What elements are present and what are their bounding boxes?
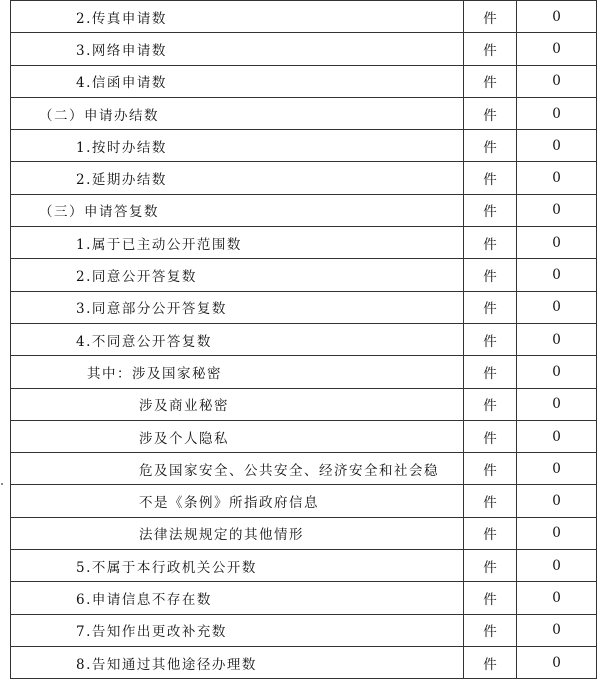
row-unit: 件 <box>464 291 517 323</box>
row-value: 0 <box>517 65 597 97</box>
row-unit: 件 <box>464 259 517 291</box>
table-row <box>11 65 597 97</box>
row-unit: 件 <box>464 517 517 549</box>
row-label: 5.不属于本行政机关公开数 <box>11 550 464 582</box>
row-value: 0 <box>517 97 597 129</box>
row-value: 0 <box>517 323 597 355</box>
table-row <box>11 130 597 162</box>
row-value: 0 <box>517 291 597 323</box>
row-unit: 件 <box>464 356 517 388</box>
row-unit: 件 <box>464 323 517 355</box>
row-label: 2.同意公开答复数 <box>11 259 464 291</box>
row-unit: 件 <box>464 33 517 65</box>
row-unit: 件 <box>464 614 517 646</box>
scan-speck <box>1 483 3 485</box>
row-value: 0 <box>517 614 597 646</box>
row-value: 0 <box>517 130 597 162</box>
row-label: 8.告知通过其他途径办理数 <box>11 646 464 678</box>
row-value: 0 <box>517 33 597 65</box>
row-label: 6.申请信息不存在数 <box>11 582 464 614</box>
table-row <box>11 162 597 194</box>
row-unit: 件 <box>464 550 517 582</box>
row-unit: 件 <box>464 162 517 194</box>
table-row <box>11 97 597 129</box>
row-label: 法律法规规定的其他情形 <box>11 517 464 549</box>
row-label: 7.告知作出更改补充数 <box>11 614 464 646</box>
table-row <box>11 227 597 259</box>
table-row <box>11 582 597 614</box>
table-row <box>11 453 597 485</box>
row-label: 4.不同意公开答复数 <box>11 323 464 355</box>
row-unit: 件 <box>464 65 517 97</box>
row-value: 0 <box>517 259 597 291</box>
row-value: 0 <box>517 517 597 549</box>
statistics-table-body <box>11 1 597 679</box>
row-value: 0 <box>517 550 597 582</box>
row-label: 1.按时办结数 <box>11 130 464 162</box>
row-value: 0 <box>517 388 597 420</box>
table-row <box>11 323 597 355</box>
row-label: 4.信函申请数 <box>11 65 464 97</box>
table-row <box>11 420 597 452</box>
row-unit: 件 <box>464 97 517 129</box>
row-value: 0 <box>517 356 597 388</box>
row-label: 3.网络申请数 <box>11 33 464 65</box>
table-row <box>11 614 597 646</box>
row-unit: 件 <box>464 1 517 33</box>
table-row <box>11 291 597 323</box>
table-row <box>11 33 597 65</box>
row-label: 不是《条例》所指政府信息 <box>11 485 464 517</box>
row-label: 2.延期办结数 <box>11 162 464 194</box>
row-value: 0 <box>517 485 597 517</box>
row-value: 0 <box>517 227 597 259</box>
row-label: 2.传真申请数 <box>11 1 464 33</box>
row-unit: 件 <box>464 227 517 259</box>
statistics-table <box>10 0 597 679</box>
row-label: 涉及商业秘密 <box>11 388 464 420</box>
table-row <box>11 388 597 420</box>
table-row <box>11 646 597 678</box>
table-row <box>11 356 597 388</box>
row-label: 危及国家安全、公共安全、经济安全和社会稳 <box>11 453 464 485</box>
row-unit: 件 <box>464 130 517 162</box>
row-value: 0 <box>517 1 597 33</box>
row-label: 3.同意部分公开答复数 <box>11 291 464 323</box>
row-unit: 件 <box>464 646 517 678</box>
row-label: （三）申请答复数 <box>11 194 464 226</box>
row-value: 0 <box>517 646 597 678</box>
row-unit: 件 <box>464 485 517 517</box>
row-label: 涉及个人隐私 <box>11 420 464 452</box>
row-value: 0 <box>517 162 597 194</box>
row-label: 1.属于已主动公开范围数 <box>11 227 464 259</box>
row-unit: 件 <box>464 194 517 226</box>
table-row <box>11 485 597 517</box>
row-value: 0 <box>517 453 597 485</box>
row-value: 0 <box>517 194 597 226</box>
row-unit: 件 <box>464 582 517 614</box>
table-row <box>11 550 597 582</box>
table-row <box>11 517 597 549</box>
row-unit: 件 <box>464 453 517 485</box>
table-row <box>11 259 597 291</box>
row-label: （二）申请办结数 <box>11 97 464 129</box>
row-label: 其中：涉及国家秘密 <box>11 356 464 388</box>
row-value: 0 <box>517 582 597 614</box>
row-unit: 件 <box>464 420 517 452</box>
row-value: 0 <box>517 420 597 452</box>
row-unit: 件 <box>464 388 517 420</box>
table-row <box>11 194 597 226</box>
table-row <box>11 1 597 33</box>
